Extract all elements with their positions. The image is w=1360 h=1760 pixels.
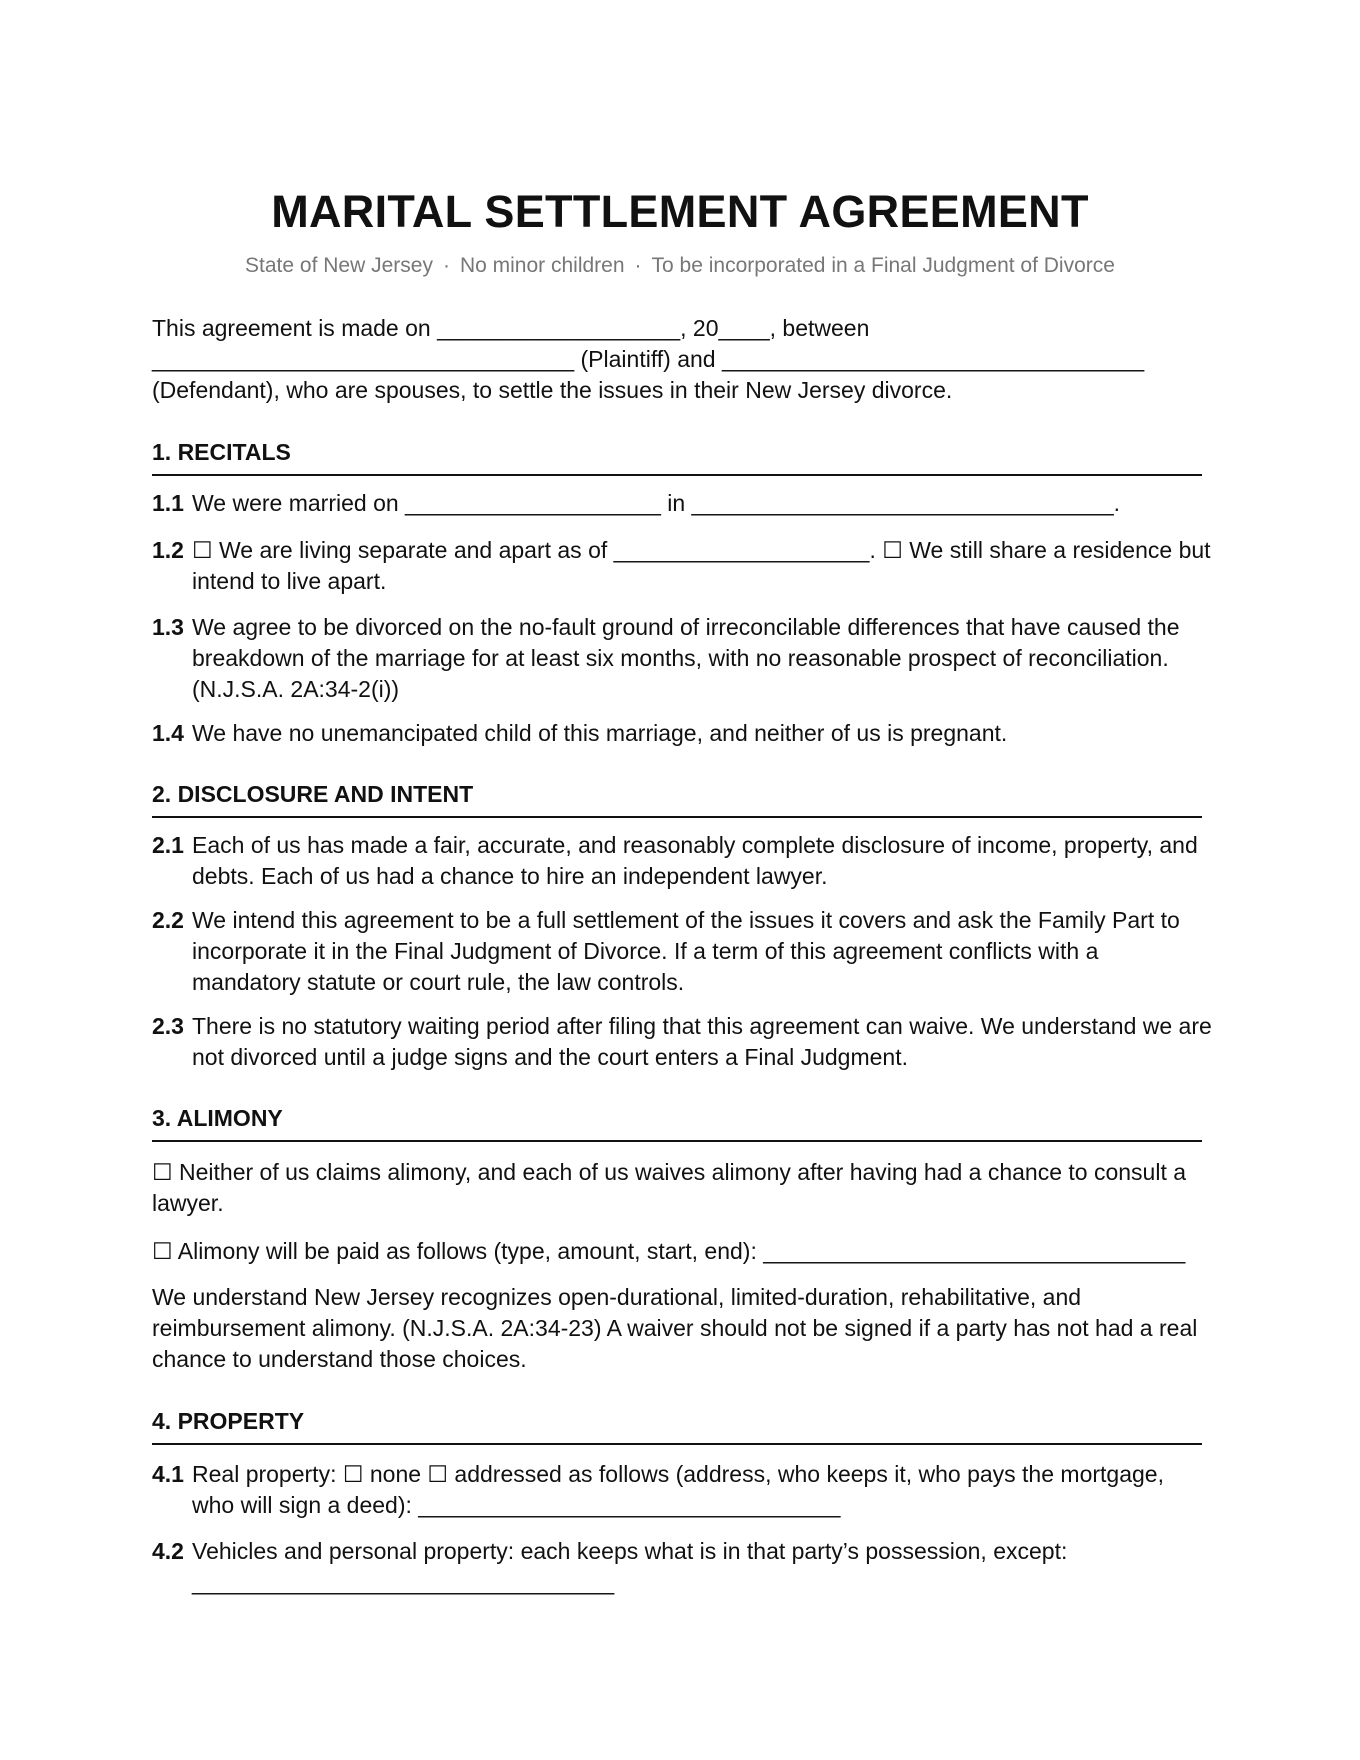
document-title: MARITAL SETTLEMENT AGREEMENT <box>271 186 1089 237</box>
clause-number: 4.1 <box>152 1461 184 1487</box>
section-heading-property: 4. PROPERTY <box>152 1408 305 1434</box>
clause-text: We agree to be divorced on the no-fault ground of irreconcilable differences that have caused the breakdown of the marriage for at least six months, with no reasonable prospect of reconciliation. (N.J.S.A. 2A:34-2(i)) <box>192 614 1180 702</box>
clause-4-2 <box>152 1536 1212 1598</box>
clause-2-3 <box>152 1011 1212 1073</box>
clause-text: We intend this agreement to be a full settlement of the issues it covers and ask the Family Part to incorporate it in the Final Judgment of Divorce. If a term of this agreement conflicts with a mandatory statute or court rule, the law controls. <box>192 907 1180 995</box>
subtitle-separator: · <box>442 254 450 277</box>
clause-text: There is no statutory waiting period after filing that this agreement can waive. We understand we are not divorced until a judge signs and the court enters a Final Judgment. <box>192 1013 1212 1070</box>
section-heading-alimony: 3. ALIMONY <box>152 1105 283 1131</box>
clause-2-2 <box>152 905 1212 998</box>
clause-number: 1.3 <box>152 614 184 640</box>
clause-text: ☐ We are living separate and apart as of ____________________. ☐ We still share a residence but intend to live apart. <box>192 537 1211 594</box>
clause-number: 2.2 <box>152 907 184 933</box>
clause-number: 2.1 <box>152 832 184 858</box>
clause-text: Real property: ☐ none ☐ addressed as follows (address, who keeps it, who pays the mortgage, who will sign a deed): _________________________________ <box>192 1461 1164 1518</box>
subtitle-separator: · <box>634 254 642 277</box>
clause-number: 1.1 <box>152 490 184 516</box>
clause-text: We were married on ____________________ in _________________________________. <box>192 490 1121 516</box>
clause-1-3 <box>152 612 1212 705</box>
subtitle-state: State of New Jersey <box>245 254 433 277</box>
clause-4-1 <box>152 1459 1212 1521</box>
clause-number: 2.3 <box>152 1013 184 1039</box>
clause-1-4 <box>152 718 1212 749</box>
alimony-payment-option: ☐ Alimony will be paid as follows (type, amount, start, end): _________________________________ <box>152 1238 1186 1264</box>
intro-line-3: (Defendant), who are spouses, to settle the issues in their New Jersey divorce. <box>152 377 953 403</box>
section-divider <box>152 474 1202 476</box>
clause-text: Vehicles and personal property: each keeps what is in that party’s possession, except: _________________________________ <box>192 1538 1068 1595</box>
intro-line-2: _________________________________ (Plaintiff) and _________________________________ <box>152 346 1145 372</box>
clause-number: 1.2 <box>152 537 184 563</box>
clause-text: We have no unemancipated child of this marriage, and neither of us is pregnant. <box>192 720 1008 746</box>
section-divider <box>152 816 1202 818</box>
clause-1-1 <box>152 488 1212 519</box>
clause-number: 1.4 <box>152 720 184 746</box>
section-divider <box>152 1443 1202 1445</box>
clause-text: Each of us has made a fair, accurate, and reasonably complete disclosure of income, property, and debts. Each of us had a chance to hire an independent lawyer. <box>192 832 1198 889</box>
section-heading-recitals: 1. RECITALS <box>152 439 291 465</box>
section-divider <box>152 1140 1202 1142</box>
subtitle-purpose: To be incorporated in a Final Judgment of Divorce <box>651 254 1115 277</box>
subtitle-children: No minor children <box>459 254 625 277</box>
section-heading-disclosure: 2. DISCLOSURE AND INTENT <box>152 781 474 807</box>
document-subtitle <box>0 254 1360 278</box>
clause-2-1 <box>152 830 1212 892</box>
intro-line-1: This agreement is made on ___________________, 20____, between <box>152 315 870 341</box>
clause-1-2 <box>152 535 1212 597</box>
clause-number: 4.2 <box>152 1538 184 1564</box>
intro-paragraph <box>152 313 1212 406</box>
alimony-waiver-option: ☐ Neither of us claims alimony, and each of us waives alimony after having had a chance to consult a lawyer. <box>152 1159 1187 1216</box>
alimony-note: We understand New Jersey recognizes open-durational, limited-duration, rehabilitative, and reimbursement alimony. (N.J.S.A. 2A:34-23) A waiver should not be signed if a party has not had a real chance to understand those choices. <box>152 1284 1198 1372</box>
